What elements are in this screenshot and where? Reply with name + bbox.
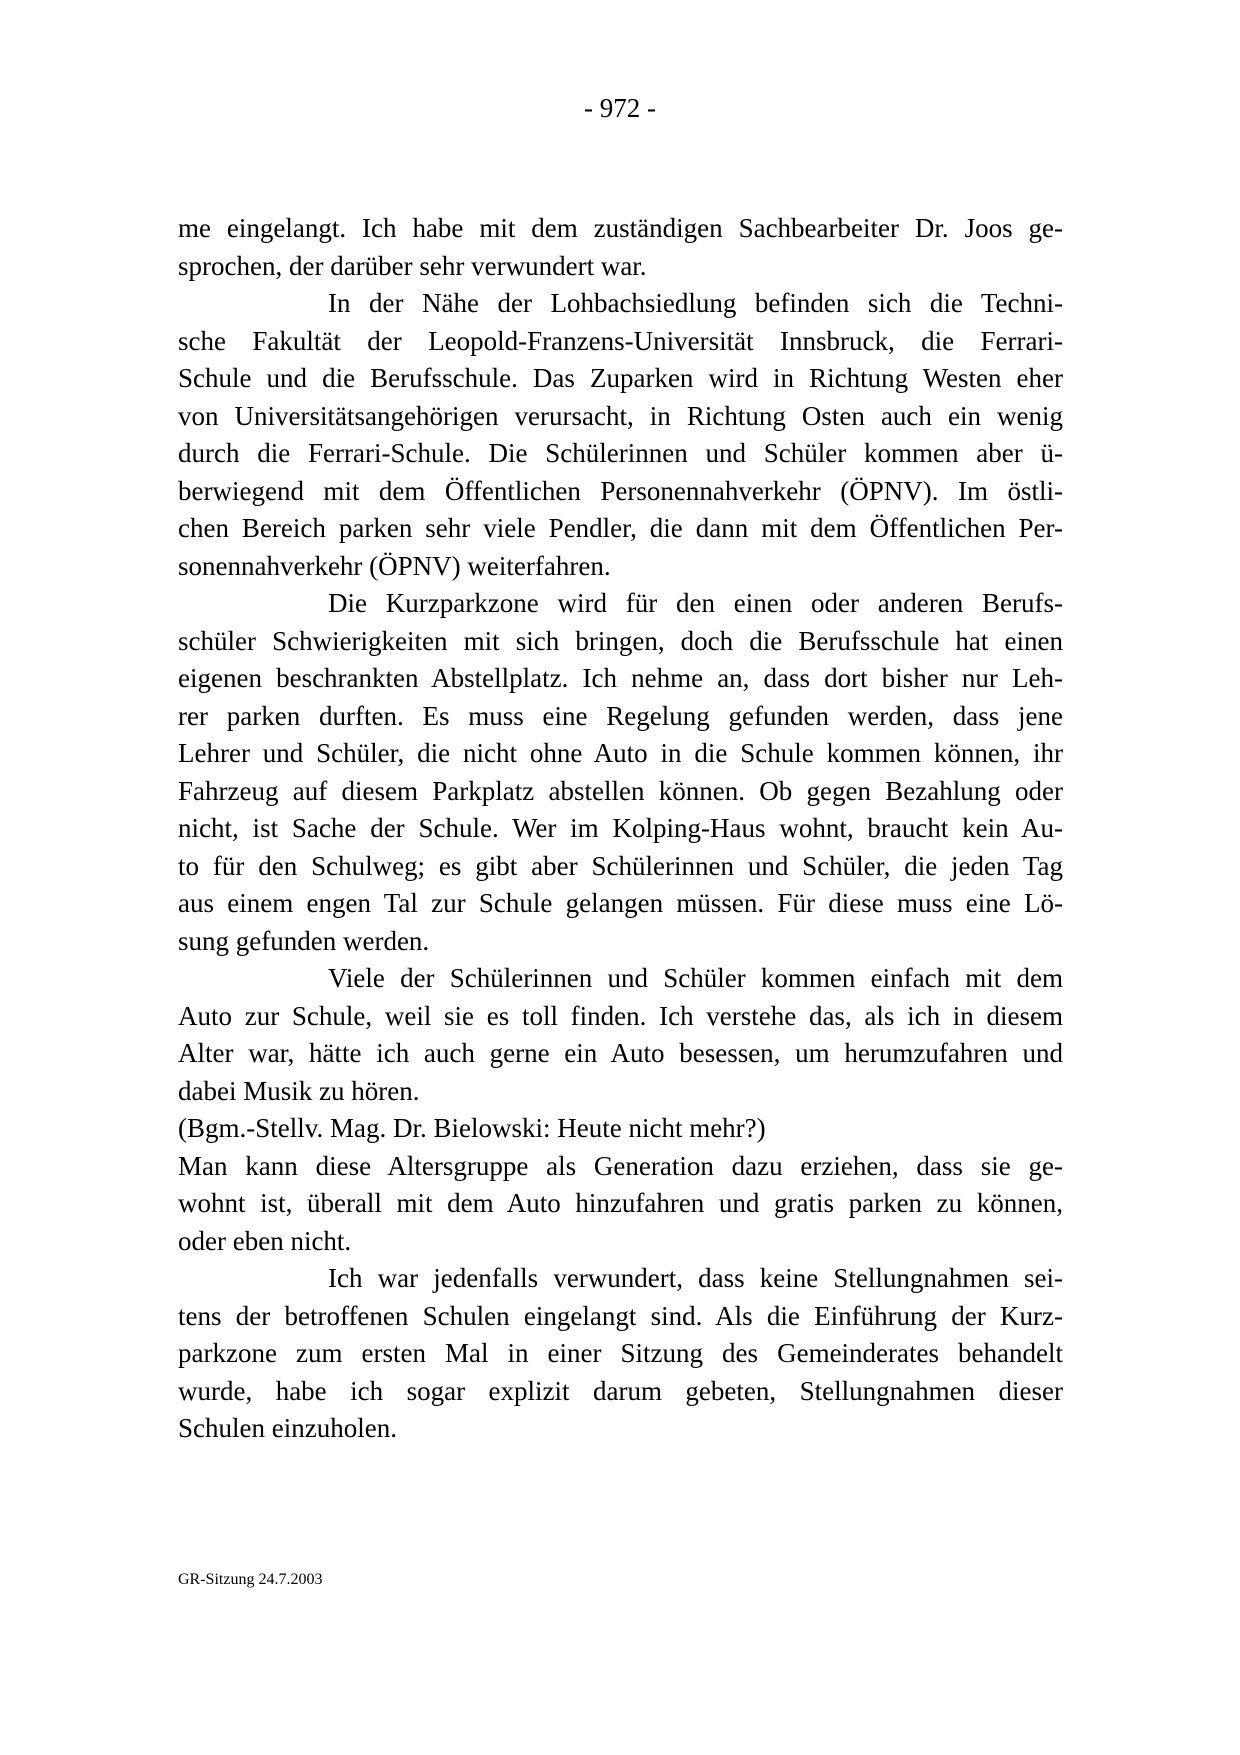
text-line: parkzone zum ersten Mal in einer Sitzung des Gemeinderates behandelt [178,1338,1063,1368]
text-line: Man kann diese Altersgruppe als Generation dazu erziehen, dass sie ge- [178,1150,1063,1181]
text-line: Schule und die Berufsschule. Das Zuparken wird in Richtung Westen eher [178,363,1063,393]
document-body [178,210,1063,1448]
text-line: tens der betroffenen Schulen eingelangt sind. Als die Einführung der Kurz- [178,1300,1063,1331]
text-line: schüler Schwierigkeiten mit sich bringen, doch die Berufsschule hat einen [178,625,1063,656]
text-line: Fahrzeug auf diesem Parkplatz abstellen können. Ob gegen Bezahlung oder [178,775,1063,806]
text-line: Schulen einzuholen. [178,1413,397,1443]
text-line: sonennahverkehr (ÖPNV) weiterfahren. [178,550,611,581]
text-line: nicht, ist Sache der Schule. Wer im Kolping-Haus wohnt, braucht kein Au- [178,813,1063,843]
text-line: aus einem engen Tal zur Schule gelangen müssen. Für diese muss eine Lö- [178,888,1063,918]
text-line: wohnt ist, überall mit dem Auto hinzufahren und gratis parken zu können, [178,1188,1063,1218]
paragraph-first-line: Ich war jedenfalls verwundert, dass keine Stellungnahmen sei- [328,1263,1063,1293]
text-line: oder eben nicht. [178,1225,352,1256]
text-line: von Universitätsangehörigen verursacht, in Richtung Osten auch ein wenig [178,400,1063,431]
text-line: eigenen beschrankten Abstellplatz. Ich nehme an, dass dort bisher nur Leh- [178,663,1063,693]
text-line: dabei Musik zu hören. [178,1075,420,1106]
text-line: rer parken durften. Es muss eine Regelung gefunden werden, dass jene [178,700,1063,731]
text-line: me eingelangt. Ich habe mit dem zuständigen Sachbearbeiter Dr. Joos ge- [178,213,1063,243]
text-line: wurde, habe ich sogar explizit darum gebeten, Stellungnahmen dieser [178,1375,1063,1406]
text-line: sung gefunden werden. [178,925,430,956]
page-number: - 972 - [584,93,656,123]
interjection-line: (Bgm.-Stellv. Mag. Dr. Bielowski: Heute nicht mehr?) [178,1113,766,1143]
paragraph-first-line: Die Kurzparkzone wird für den einen oder anderen Berufs- [328,588,1063,618]
paragraph-first-line: In der Nähe der Lohbachsiedlung befinden sich die Techni- [328,288,1063,318]
text-line: Alter war, hätte ich auch gerne ein Auto besessen, um herumzufahren und [178,1038,1063,1068]
text-line: Lehrer und Schüler, die nicht ohne Auto in die Schule kommen können, ihr [178,738,1063,768]
footer-session-date: GR-Sitzung 24.7.2003 [178,1571,323,1588]
text-line: sche Fakultät der Leopold-Franzens-Universität Innsbruck, die Ferrari- [178,325,1063,356]
text-line: berwiegend mit dem Öffentlichen Personennahverkehr (ÖPNV). Im östli- [178,475,1063,506]
text-line: chen Bereich parken sehr viele Pendler, die dann mit dem Öffentlichen Per- [178,513,1063,543]
text-line: Auto zur Schule, weil sie es toll finden. Ich verstehe das, als ich in diesem [178,1000,1063,1031]
paragraph-first-line: Viele der Schülerinnen und Schüler kommen einfach mit dem [328,963,1063,993]
text-line: sprochen, der darüber sehr verwundert war. [178,250,647,281]
text-line: to für den Schulweg; es gibt aber Schülerinnen und Schüler, die jeden Tag [178,850,1063,881]
text-line: durch die Ferrari-Schule. Die Schülerinnen und Schüler kommen aber ü- [178,438,1063,468]
